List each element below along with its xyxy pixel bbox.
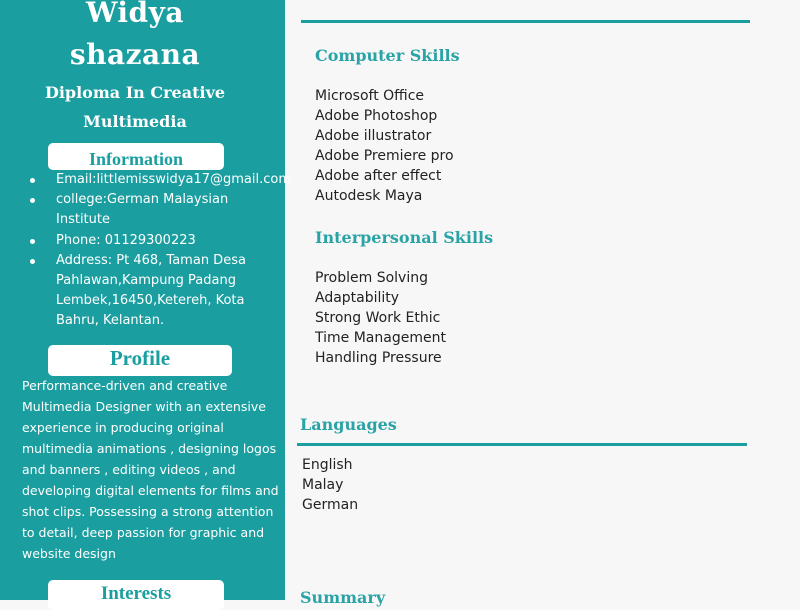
- computer-skills-list: [315, 86, 454, 207]
- list-item: Microsoft Office: [315, 88, 425, 104]
- info-phone: Phone: 01129300223: [0, 231, 285, 251]
- degree-title: [0, 78, 270, 136]
- interpersonal-skills-heading: Interpersonal Skills: [315, 228, 494, 247]
- info-college: college:German Malaysian Institute: [0, 190, 285, 230]
- last-name: shazana: [69, 38, 201, 71]
- list-item: Strong Work Ethic: [315, 310, 441, 327]
- list-item: Autodesk Maya: [315, 188, 423, 205]
- information-heading: Information: [48, 143, 224, 170]
- languages-heading: Languages: [300, 415, 397, 434]
- info-email: Email:littlemisswidya17@gmail.com: [0, 170, 285, 190]
- interests-heading: Interests: [48, 580, 224, 610]
- languages-list: [302, 455, 358, 515]
- list-item: Adobe after effect: [315, 168, 442, 185]
- computer-skills-heading: Computer Skills: [315, 46, 460, 65]
- profile-heading: Profile: [48, 345, 232, 376]
- list-item: Adaptability: [315, 290, 400, 307]
- list-item: Adobe Premiere pro: [315, 148, 454, 165]
- list-item: English: [302, 457, 353, 473]
- main-content: [285, 0, 800, 607]
- interpersonal-skills-list: [315, 268, 446, 368]
- degree-line-2: Multimedia: [83, 112, 187, 131]
- top-divider: [301, 20, 750, 23]
- summary-heading: Summary: [300, 588, 386, 607]
- list-item: Adobe Photoshop: [315, 108, 438, 125]
- degree-line-1: Diploma In Creative: [44, 83, 226, 102]
- information-list: [0, 170, 291, 332]
- first-name: Widya: [85, 0, 185, 29]
- languages-divider: [297, 443, 747, 446]
- list-item: Time Management: [315, 330, 446, 347]
- list-item: Handling Pressure: [315, 350, 442, 367]
- list-item: Malay: [302, 477, 344, 494]
- profile-text: Performance-driven and creative Multimedia Designer with an extensive experience in producing original multimedia animations , designing logos and banners , editing videos , and developing digital elements for films and shot clips. Possessing a strong attention to detail, deep passion for graphic and website design: [22, 378, 279, 561]
- list-item: Adobe illustrator: [315, 128, 432, 145]
- info-address: Address: Pt 468, Taman Desa Pahlawan,Kampung Padang Lembek,16450,Ketereh, Kota Bahru, Kelantan.: [0, 251, 285, 332]
- list-item: Problem Solving: [315, 270, 428, 286]
- sidebar: [0, 0, 291, 604]
- list-item: German: [302, 497, 359, 514]
